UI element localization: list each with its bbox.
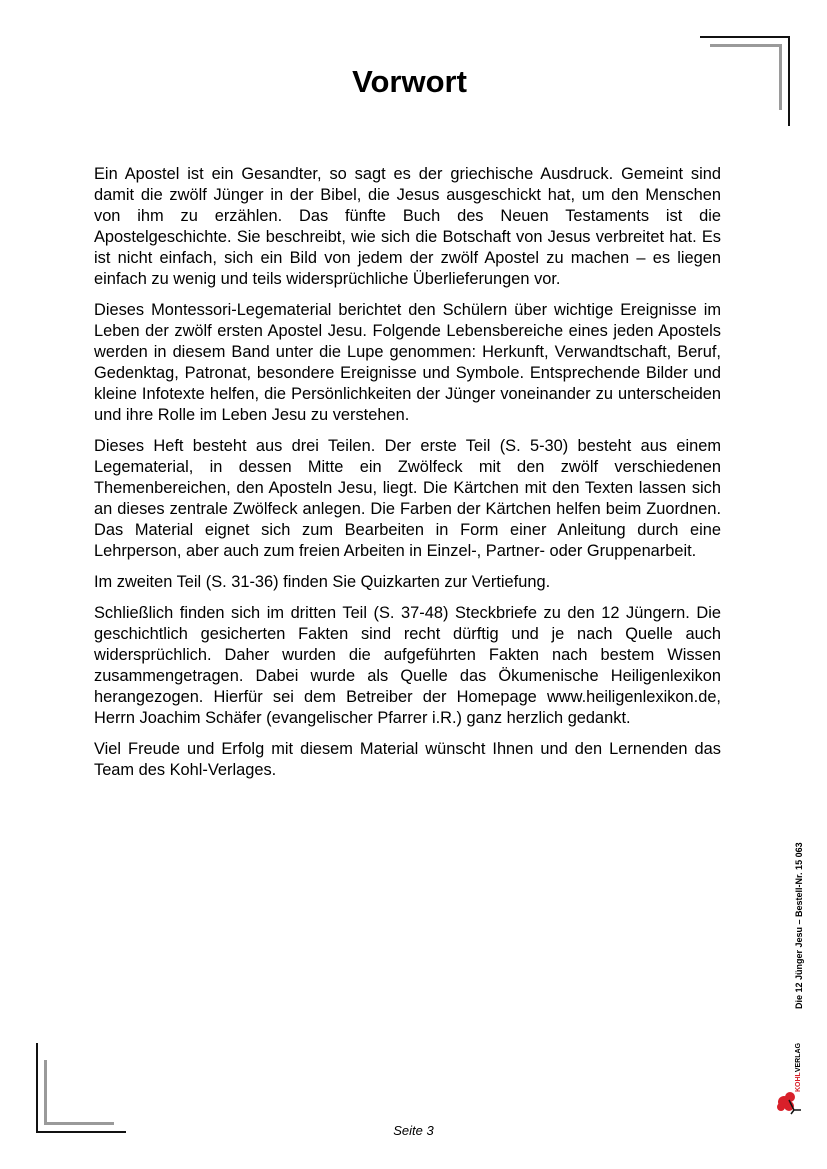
paragraph-quiz: Im zweiten Teil (S. 31-36) finden Sie Quizkarten zur Vertiefung.	[94, 573, 551, 591]
paragraph-profiles: Schließlich finden sich im dritten Teil (S. 37-48) Steckbriefe zu den 12 Jüngern. Die geschichtlich gesicherten Fakten sind recht dürftig und je nach Quelle auch widersprüchlich. Daher wurden die aufgeführten Fakten nach bestem Wissen zusammengetragen. Dabei wurde als Quelle das Ökumenische Heiligenlexikon herangezogen. Hierfür sei dem Betreiber der Homepage www.heiligenlexikon.de, Herrn Joachim Schäfer (evangelischer Pfarrer i.R.) ganz herzlich gedankt.	[94, 604, 721, 727]
paragraph-closing: Viel Freude und Erfolg mit diesem Material wünscht Ihnen und den Lernenden das Team des Kohl-Verlages.	[94, 740, 721, 779]
paragraph-material: Dieses Montessori-Legematerial berichtet den Schülern über wichtige Ereignisse im Leben der zwölf ersten Apostel Jesu. Folgende Lebensbereiche eines jeden Apostels werden in diesem Band unter die Lupe genommen: Herkunft, Verwandtschaft, Beruf, Gedenktag, Patronat, besondere Ereignisse und Symbole. Entsprechende Bilder und kleine Infotexte helfen, die Persönlichkeiten der Jünger voneinander zu unterscheiden und ihre Rolle im Leben Jesu zu verstehen.	[94, 301, 721, 424]
order-number-label: Die 12 Jünger Jesu – Bestell-Nr. 15 063	[794, 842, 804, 1009]
logo-tree-icon	[775, 1044, 813, 1116]
paragraph-structure: Dieses Heft besteht aus drei Teilen. Der erste Teil (S. 5-30) besteht aus einem Legematerial, in dessen Mitte ein Zwölfeck mit den zwölf verschiedenen Themenbereichen, den Aposteln Jesu, liegt. Die Kärtchen mit den Texten lassen sich an dieses zentrale Zwölfeck anlegen. Die Farben der Kärtchen helfen beim Zuordnen. Das Material eignet sich zum Bearbeiten in Form einer Anleitung durch eine Lehrperson, aber auch zum freien Arbeiten in Einzel-, Partner- oder Gruppenarbeit.	[94, 437, 721, 560]
body-text	[94, 164, 721, 791]
publisher-logo	[775, 1044, 813, 1116]
logo-wordmark: KOHLVERLAG	[795, 1042, 802, 1092]
page-number: Seite 3	[393, 1123, 434, 1138]
page-title: Vorwort	[352, 64, 467, 99]
corner-frame-bottom-left-inner	[44, 1060, 114, 1125]
paragraph-intro: Ein Apostel ist ein Gesandter, so sagt es der griechische Ausdruck. Gemeint sind damit die zwölf Jünger in der Bibel, die Jesus ausgeschickt hat, um den Menschen von ihm zu erzählen. Das fünfte Buch des Neuen Testaments ist die Apostelgeschichte. Sie beschreibt, wie sich die Botschaft von Jesus verbreitet hat. Es ist nicht einfach, sich ein Bild von jedem der zwölf Apostel zu machen – es liegen einfach zu wenig und teils widersprüchliche Überlieferungen vor.	[94, 165, 721, 288]
